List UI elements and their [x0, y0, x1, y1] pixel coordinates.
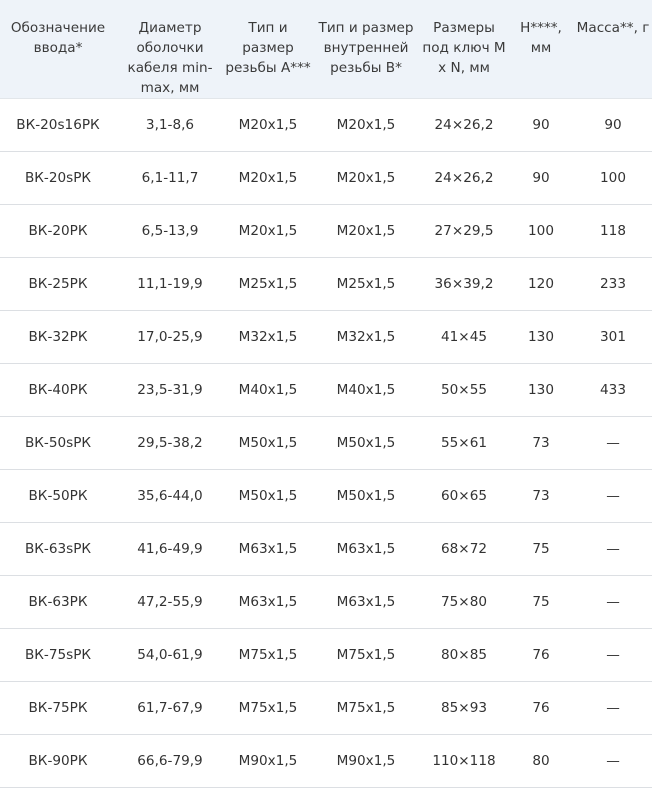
- table-row: [0, 576, 652, 629]
- cell-thread-b: М25х1,5: [312, 258, 420, 311]
- cell-thread-b: М63х1,5: [312, 523, 420, 576]
- cell-mass: 90: [574, 99, 652, 152]
- cell-height: 73: [508, 470, 574, 523]
- cell-height: 120: [508, 258, 574, 311]
- cell-thread-a: М20х1,5: [224, 99, 312, 152]
- cell-wrench-size: 80×85: [420, 629, 508, 682]
- header-wrench-size: Размеры под ключ M x N, мм: [420, 0, 508, 99]
- cell-mass: —: [574, 470, 652, 523]
- cell-thread-a: М75х1,5: [224, 682, 312, 735]
- cell-thread-a: М20х1,5: [224, 205, 312, 258]
- cell-designation: ВК-90РК: [0, 735, 116, 788]
- table-row: [0, 364, 652, 417]
- cell-mass: —: [574, 576, 652, 629]
- cell-thread-b: М50х1,5: [312, 470, 420, 523]
- cell-mass: 118: [574, 205, 652, 258]
- cell-thread-b: М20х1,5: [312, 205, 420, 258]
- cell-wrench-size: 24×26,2: [420, 99, 508, 152]
- cell-mass: —: [574, 523, 652, 576]
- table-row: [0, 629, 652, 682]
- cell-mass: 233: [574, 258, 652, 311]
- cell-wrench-size: 36×39,2: [420, 258, 508, 311]
- cell-height: 76: [508, 629, 574, 682]
- table-row: [0, 99, 652, 152]
- cell-mass: —: [574, 682, 652, 735]
- cell-designation: ВК-20РК: [0, 205, 116, 258]
- cell-height: 130: [508, 364, 574, 417]
- header-designation: Обозначение ввода*: [0, 0, 116, 99]
- cell-thread-a: М50х1,5: [224, 417, 312, 470]
- cell-designation: ВК-50sРК: [0, 417, 116, 470]
- cell-cable-diameter: 11,1-19,9: [116, 258, 224, 311]
- table-row: [0, 470, 652, 523]
- table-row: [0, 682, 652, 735]
- cell-thread-a: М25х1,5: [224, 258, 312, 311]
- cell-height: 80: [508, 735, 574, 788]
- cell-wrench-size: 24×26,2: [420, 152, 508, 205]
- cell-thread-a: М75х1,5: [224, 629, 312, 682]
- cell-wrench-size: 110×118: [420, 735, 508, 788]
- cell-wrench-size: 68×72: [420, 523, 508, 576]
- cell-designation: ВК-75sРК: [0, 629, 116, 682]
- cell-thread-b: М75х1,5: [312, 629, 420, 682]
- header-row: [0, 0, 652, 99]
- cell-thread-b: М75х1,5: [312, 682, 420, 735]
- cell-wrench-size: 50×55: [420, 364, 508, 417]
- header-thread-a: Тип и размер резьбы А***: [224, 0, 312, 99]
- cell-thread-a: М20х1,5: [224, 152, 312, 205]
- cell-mass: —: [574, 735, 652, 788]
- cell-designation: ВК-25РК: [0, 258, 116, 311]
- cell-thread-a: М50х1,5: [224, 470, 312, 523]
- cell-height: 75: [508, 576, 574, 629]
- cell-thread-a: М90х1,5: [224, 735, 312, 788]
- cell-designation: ВК-63РК: [0, 576, 116, 629]
- cell-thread-a: М32х1,5: [224, 311, 312, 364]
- table-row: [0, 735, 652, 788]
- cell-cable-diameter: 47,2-55,9: [116, 576, 224, 629]
- cell-cable-diameter: 6,5-13,9: [116, 205, 224, 258]
- header-cable-diameter: Диаметр оболочки кабеля min-max, мм: [116, 0, 224, 99]
- cell-wrench-size: 60×65: [420, 470, 508, 523]
- cell-mass: —: [574, 417, 652, 470]
- cell-cable-diameter: 61,7-67,9: [116, 682, 224, 735]
- cell-cable-diameter: 17,0-25,9: [116, 311, 224, 364]
- cell-wrench-size: 55×61: [420, 417, 508, 470]
- cell-cable-diameter: 3,1-8,6: [116, 99, 224, 152]
- header-thread-b: Тип и размер внутренней резьбы В*: [312, 0, 420, 99]
- cell-height: 100: [508, 205, 574, 258]
- cell-cable-diameter: 54,0-61,9: [116, 629, 224, 682]
- table-header: [0, 0, 652, 99]
- cell-designation: ВК-20sРК: [0, 152, 116, 205]
- header-mass: Масса**, г: [574, 0, 652, 99]
- cell-cable-diameter: 6,1-11,7: [116, 152, 224, 205]
- cell-cable-diameter: 29,5-38,2: [116, 417, 224, 470]
- cell-designation: ВК-75РК: [0, 682, 116, 735]
- cell-thread-b: М90х1,5: [312, 735, 420, 788]
- cell-wrench-size: 75×80: [420, 576, 508, 629]
- cell-designation: ВК-63sРК: [0, 523, 116, 576]
- cell-designation: ВК-50РК: [0, 470, 116, 523]
- table-row: [0, 523, 652, 576]
- cell-height: 76: [508, 682, 574, 735]
- cell-thread-b: М50х1,5: [312, 417, 420, 470]
- cell-height: 130: [508, 311, 574, 364]
- cell-cable-diameter: 41,6-49,9: [116, 523, 224, 576]
- table-row: [0, 311, 652, 364]
- cell-thread-b: М32х1,5: [312, 311, 420, 364]
- cell-height: 75: [508, 523, 574, 576]
- cell-thread-a: М63х1,5: [224, 576, 312, 629]
- header-height: Н****, мм: [508, 0, 574, 99]
- cell-thread-b: М40х1,5: [312, 364, 420, 417]
- cell-thread-b: М20х1,5: [312, 152, 420, 205]
- table-body: [0, 99, 652, 788]
- cell-designation: ВК-40РК: [0, 364, 116, 417]
- cell-cable-diameter: 23,5-31,9: [116, 364, 224, 417]
- cell-designation: ВК-32РК: [0, 311, 116, 364]
- cell-height: 90: [508, 152, 574, 205]
- cell-mass: 433: [574, 364, 652, 417]
- table-row: [0, 417, 652, 470]
- cell-cable-diameter: 35,6-44,0: [116, 470, 224, 523]
- cell-wrench-size: 41×45: [420, 311, 508, 364]
- cell-thread-a: М63х1,5: [224, 523, 312, 576]
- cell-mass: 301: [574, 311, 652, 364]
- table-row: [0, 258, 652, 311]
- cell-designation: ВК-20s16РК: [0, 99, 116, 152]
- cell-thread-a: М40х1,5: [224, 364, 312, 417]
- cell-wrench-size: 85×93: [420, 682, 508, 735]
- cell-thread-b: М63х1,5: [312, 576, 420, 629]
- table-row: [0, 152, 652, 205]
- cell-height: 90: [508, 99, 574, 152]
- cell-wrench-size: 27×29,5: [420, 205, 508, 258]
- cell-mass: 100: [574, 152, 652, 205]
- cell-mass: —: [574, 629, 652, 682]
- cell-thread-b: М20х1,5: [312, 99, 420, 152]
- table-row: [0, 205, 652, 258]
- cell-height: 73: [508, 417, 574, 470]
- cell-cable-diameter: 66,6-79,9: [116, 735, 224, 788]
